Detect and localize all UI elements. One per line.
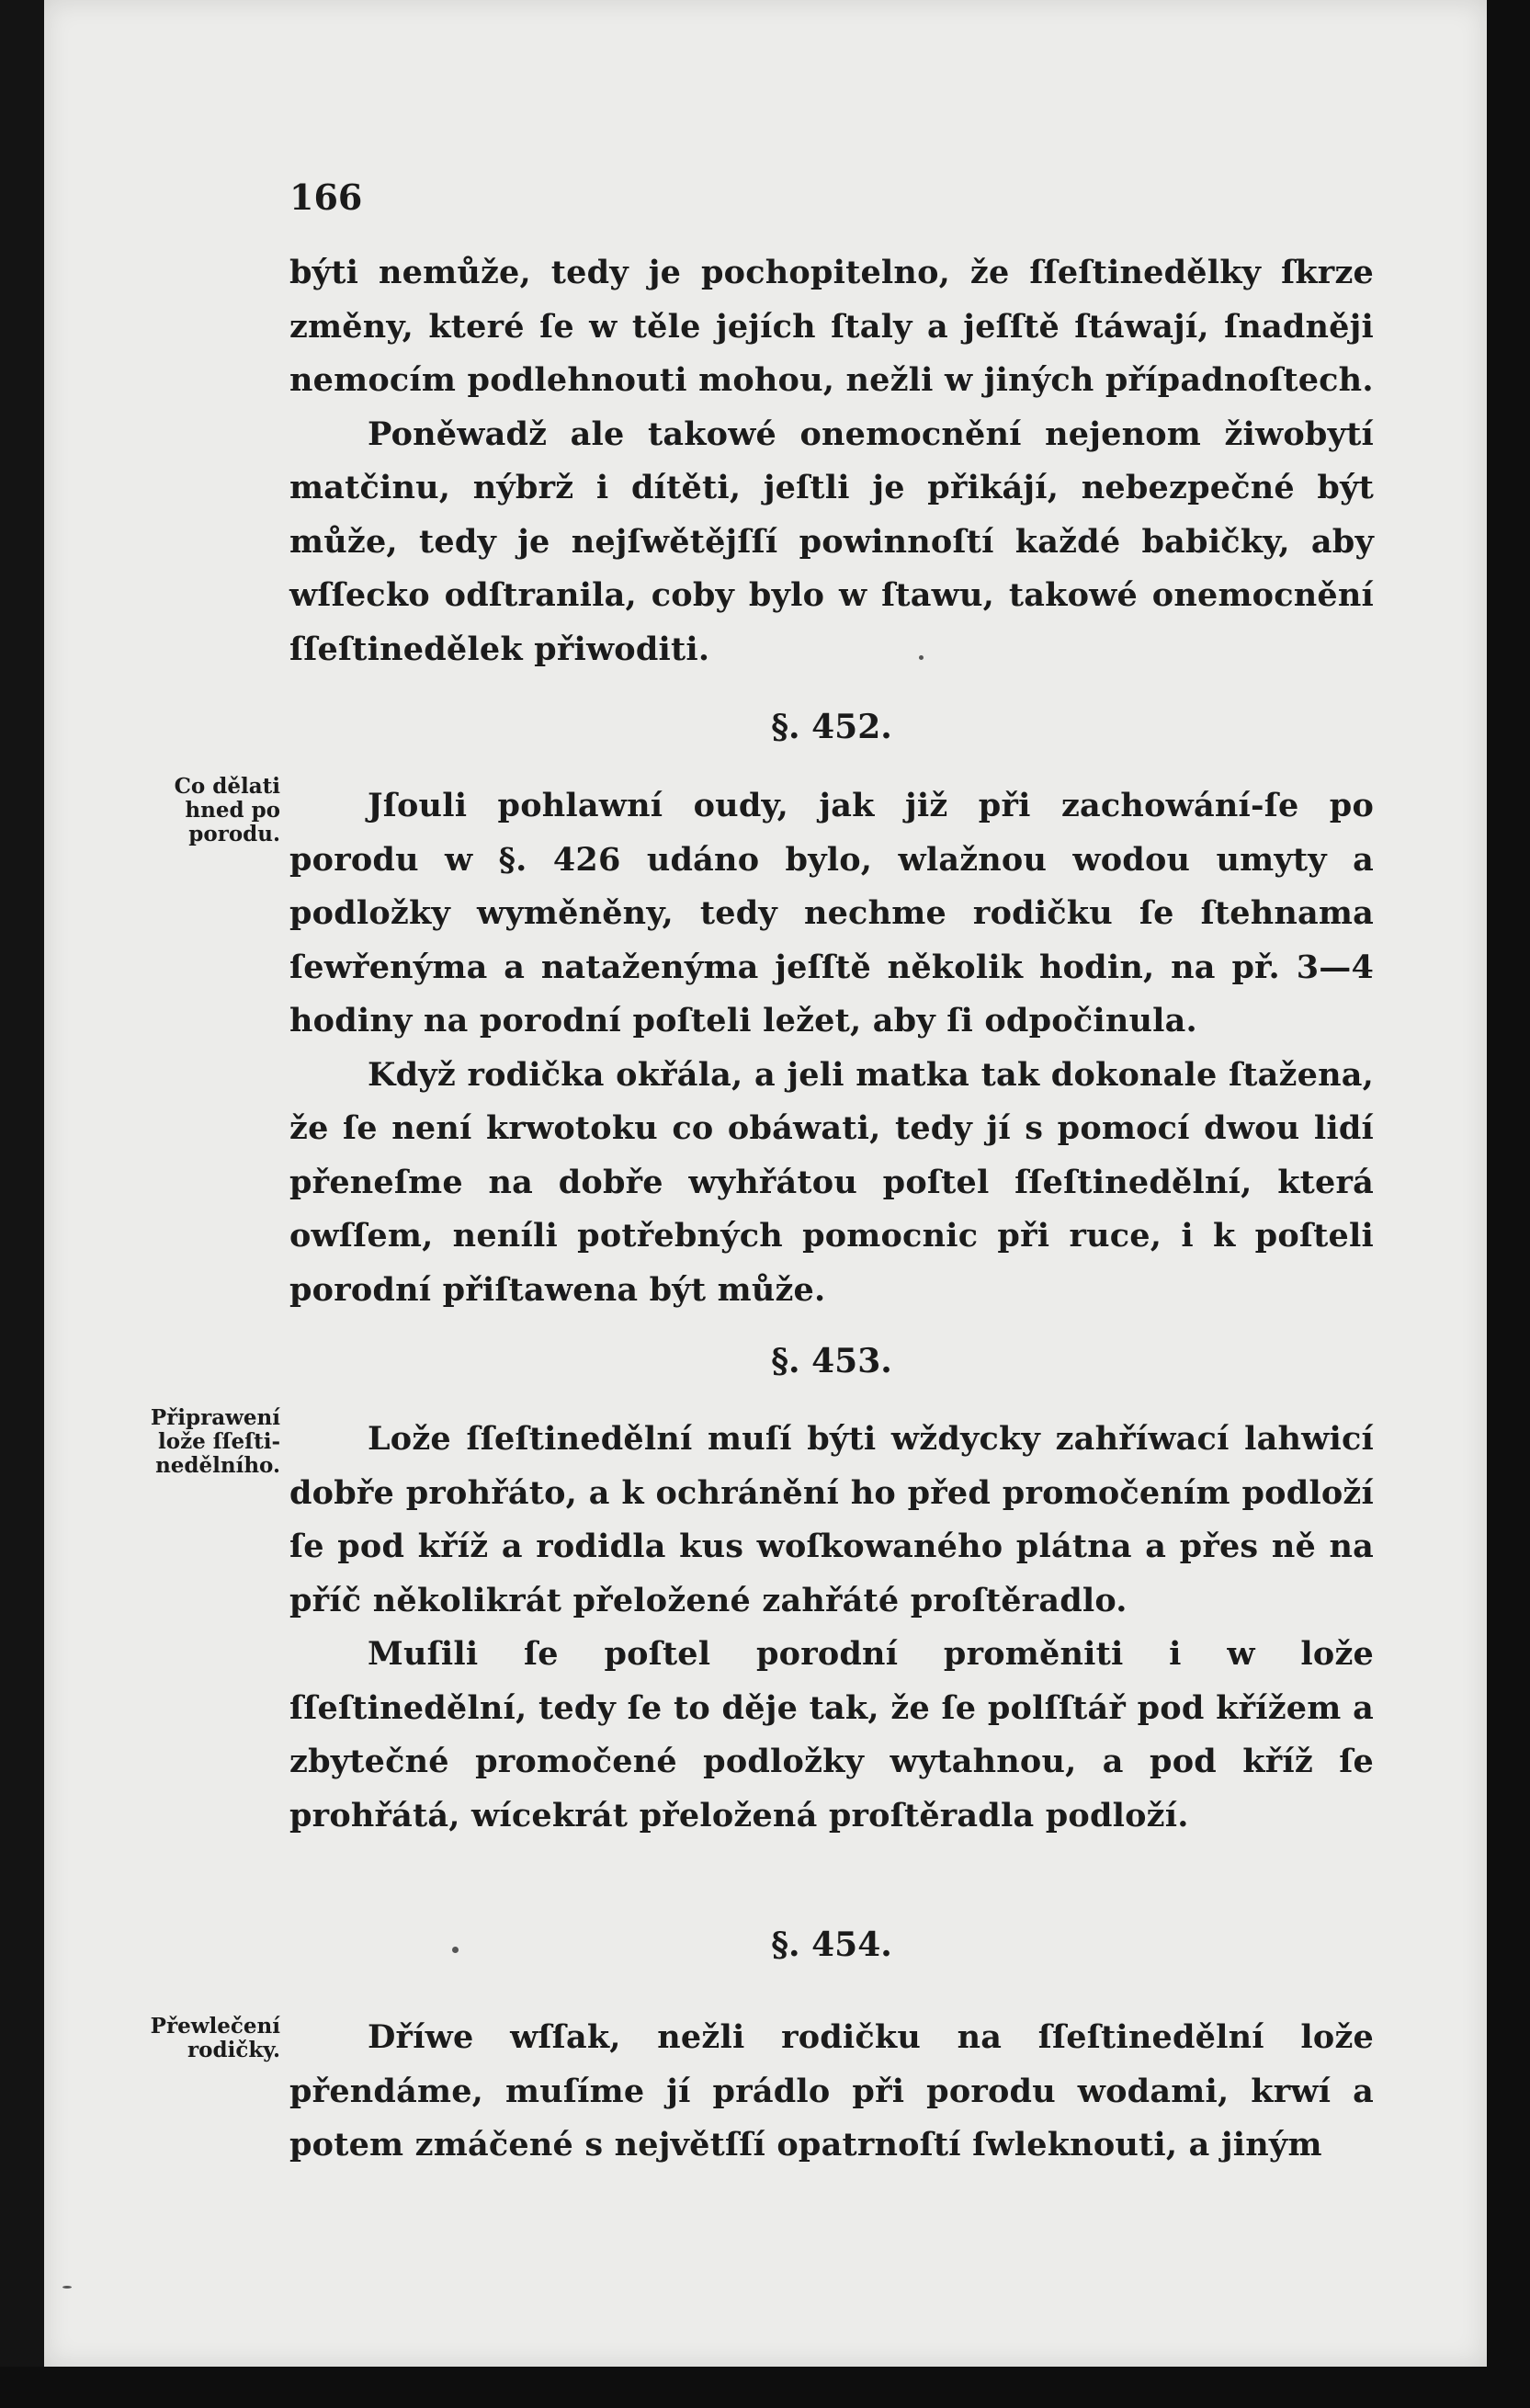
section-heading-454: §. 454. xyxy=(771,1925,892,1964)
paragraph: Poněwadž ale takowé onemocnění nejenom žiwobytí matčinu, nýbrž i dítěti, jeſtli je přikájí, nebezpečné být může, tedy je nejſwětějſſí powinnoſtí každé babičky, aby wſſecko odſtranila, coby bylo w ſtawu, takowé onemocnění ſſeſtinedělek přiwoditi. xyxy=(289,415,1374,668)
paragraph: Když rodička okřála, a jeli matka tak dokonale ſtažena, že ſe není krwotoku co obáwati, tedy jí s pomocí dwou lidí přeneſme na dobře wyhřátou poſtel ſſeſtinedělní, která owſſem, neníli potřebných pomocnic při ruce, i k poſteli porodní přiſtawena být může. xyxy=(289,1055,1374,1309)
paragraph: Jſouli pohlawní oudy, jak již při zachowání-ſe po porodu w §. 426 udáno bylo, wlažnou wodou umyty a podložky wyměněny, tedy nechme rodičku ſe ſtehnama ſewřenýma a natаženýma jeſſtě několik hodin, na př. 3—4 hodiny na porodní poſteli ležet, aby ſi odpočinula. xyxy=(289,787,1374,1039)
paragraph: Dříwe wſſak, nežli rodičku na ſſeſtinedělní lože přendáme, muſíme jí prádlo při porodu wodami, krwí a potem zmáčené s největſſí opatrnoſtí ſwleknouti, a jiným xyxy=(289,2018,1374,2164)
section-heading-453: §. 453. xyxy=(771,1342,892,1380)
section-453-text xyxy=(289,1413,1374,1843)
paragraph: Lože ſſeſtinedělní muſí býti wždycky zahříwací lahwicí dobře prohřáto, a k ochránění ho před promočením podloží ſe pod kříž a rodidla kus woſkowaného plátna a přes ně na příč několikrát přeložené zahřáté proſtěradlo. xyxy=(289,1420,1374,1619)
scan-speck xyxy=(452,1947,459,1953)
section-452-text xyxy=(289,779,1374,1317)
section-heading-452: §. 452. xyxy=(771,708,892,746)
page-number: 166 xyxy=(289,176,363,218)
margin-note-452: Co dělati hned po porodu. xyxy=(174,774,280,846)
scan-border-bottom xyxy=(0,2367,1530,2408)
paragraph: Muſili ſe poſtel porodní proměniti i w lože ſſeſtinedělní, tedy ſe to děje tak, že ſe polſſtář pod křížem a zbytečné promočené podložky wytahnou, a pod kříž ſe prohřátá, wícekrát přeložená proſtěradla podloží. xyxy=(289,1635,1374,1834)
paragraph: býti nemůže, tedy je pochopitelno, že ſſeſtinedělky ſkrze změny, které ſe w těle jejích ſtaly a jeſſtě ſtáwají, ſnadněji nemocím podlehnouti mohou, nežli w jiných případnoſtech. xyxy=(289,254,1374,399)
margin-note-453: Připrawení lože ſſeſti- nedělního. xyxy=(150,1405,280,1478)
margin-note-454: Přewlečení rodičky. xyxy=(150,2014,280,2062)
section-454-text xyxy=(289,2011,1374,2173)
scan-speck xyxy=(62,2286,72,2289)
scan-speck xyxy=(919,655,924,660)
scan-border-right xyxy=(1487,0,1530,2408)
opening-text xyxy=(289,246,1374,676)
